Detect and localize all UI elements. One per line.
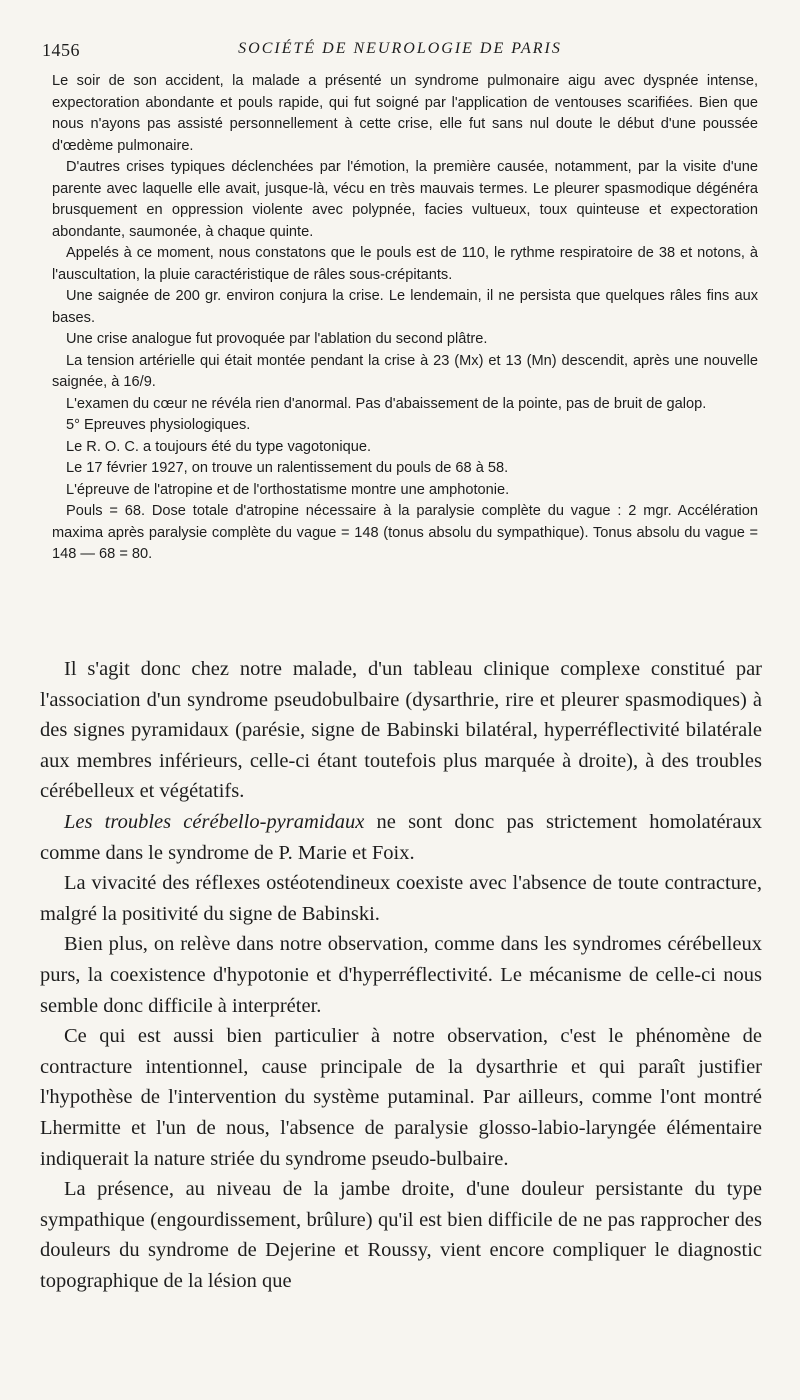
page-number: 1456 (42, 40, 80, 60)
discussion-text (40, 654, 762, 1296)
observation-notes (52, 71, 758, 566)
paragraph: D'autres crises typiques déclenchées par l'émotion, la première causée, notamment, par la visite d'une parente avec laquelle elle avait, jusque-là, vécu en très mauvais termes. Le pleurer spasmodique dégénéra brusquement en oppression violente avec polypnée, facies vultueux, toux quinteuse et expectoration abondante, saumonée, à chaque quinte. (52, 159, 758, 240)
paragraph: Une crise analogue fut provoquée par l'ablation du second plâtre. (66, 331, 488, 347)
paragraph (40, 807, 762, 868)
paragraph: La présence, au niveau de la jambe droite, d'une douleur persistante du type sympathique (engourdissement, brûlure) qu'il est bien difficile de ne pas rapprocher des douleurs du syndrome de Dejerine et Roussy, vient encore compliquer le diagnostic topographique de la lésion que (40, 1178, 762, 1292)
paragraph: 5° Epreuves physiologiques. (66, 417, 251, 433)
paragraph: La vivacité des réflexes ostéotendineux coexiste avec l'absence de toute contracture, malgré la positivité du signe de Babinski. (40, 872, 762, 925)
paragraph: L'épreuve de l'atropine et de l'orthostatisme montre une amphotonie. (66, 481, 510, 498)
paragraph: Il s'agit donc chez notre malade, d'un tableau clinique complexe constitué par l'association d'un syndrome pseudobulbaire (dysarthrie, rire et pleurer spasmodiques) à des signes pyramidaux (parésie, signe de Babinski bilatéral, hyperréflectivité bilatérale aux membres inférieurs, celle-ci étant toutefois plus marquée à droite), à des troubles cérébelleux et végétatifs. (40, 658, 762, 803)
paragraph: Une saignée de 200 gr. environ conjura la crise. Le lendemain, il ne persista que quelques râles fins aux bases. (52, 288, 758, 326)
paragraph: Appelés à ce moment, nous constatons que le pouls est de 110, le rythme respiratoire de 38 et notons, à l'auscultation, la pluie caractéristique de râles sous-crépitants. (52, 245, 758, 283)
paragraph: Le soir de son accident, la malade a présenté un syndrome pulmonaire aigu avec dyspnée intense, expectoration abondante et pouls rapide, qui fut soigné par l'application de ventouses scarifiées. Bien que nous n'ayons pas assisté personnellement à cette crise, elle fut sans nul doute le début d'une poussée d'œdème pulmonaire. (52, 73, 758, 154)
running-title: SOCIÉTÉ DE NEUROLOGIE DE PARIS (238, 40, 562, 57)
paragraph: La tension artérielle qui était montée pendant la crise à 23 (Mx) et 13 (Mn) descendit, après une nouvelle saignée, à 16/9. (52, 352, 758, 390)
paragraph: L'examen du cœur ne révéla rien d'anormal. Pas d'abaissement de la pointe, pas de bruit de galop. (66, 395, 707, 412)
page-header (0, 40, 800, 64)
paragraph: Le 17 février 1927, on trouve un ralentissement du pouls de 68 à 58. (66, 460, 509, 476)
paragraph: Pouls = 68. Dose totale d'atropine nécessaire à la paralysie complète du vague : 2 mgr. Accélération maxima après paralysie complète du vague = 148 (tonus absolu du sympathique). Tonus absolu du vague = 148 — 68 = 80. (52, 503, 758, 562)
paragraph: Bien plus, on relève dans notre observation, comme dans les syndromes cérébelleux purs, la coexistence d'hypotonie et d'hyperréflectivité. Le mécanisme de celle-ci nous semble donc difficile à interpréter. (40, 933, 762, 1017)
italic-phrase: Les troubles cérébello-pyramidaux (64, 810, 365, 833)
paragraph: Ce qui est aussi bien particulier à notre observation, c'est le phénomène de contracture intentionnel, cause principale de la dysarthrie et qui paraît justifier l'hypothèse de l'intervention du système putaminal. Par ailleurs, comme l'ont montré Lhermitte et l'un de nous, l'absence de paralysie glosso-labio-laryngée élémentaire indiquerait la nature striée du syndrome pseudo-bulbaire. (40, 1025, 762, 1170)
paragraph-text: ne sont donc pas strictement homolatéraux comme dans le syndrome de P. Marie et Foix. (40, 810, 762, 864)
paragraph: Le R. O. C. a toujours été du type vagotonique. (66, 438, 372, 455)
